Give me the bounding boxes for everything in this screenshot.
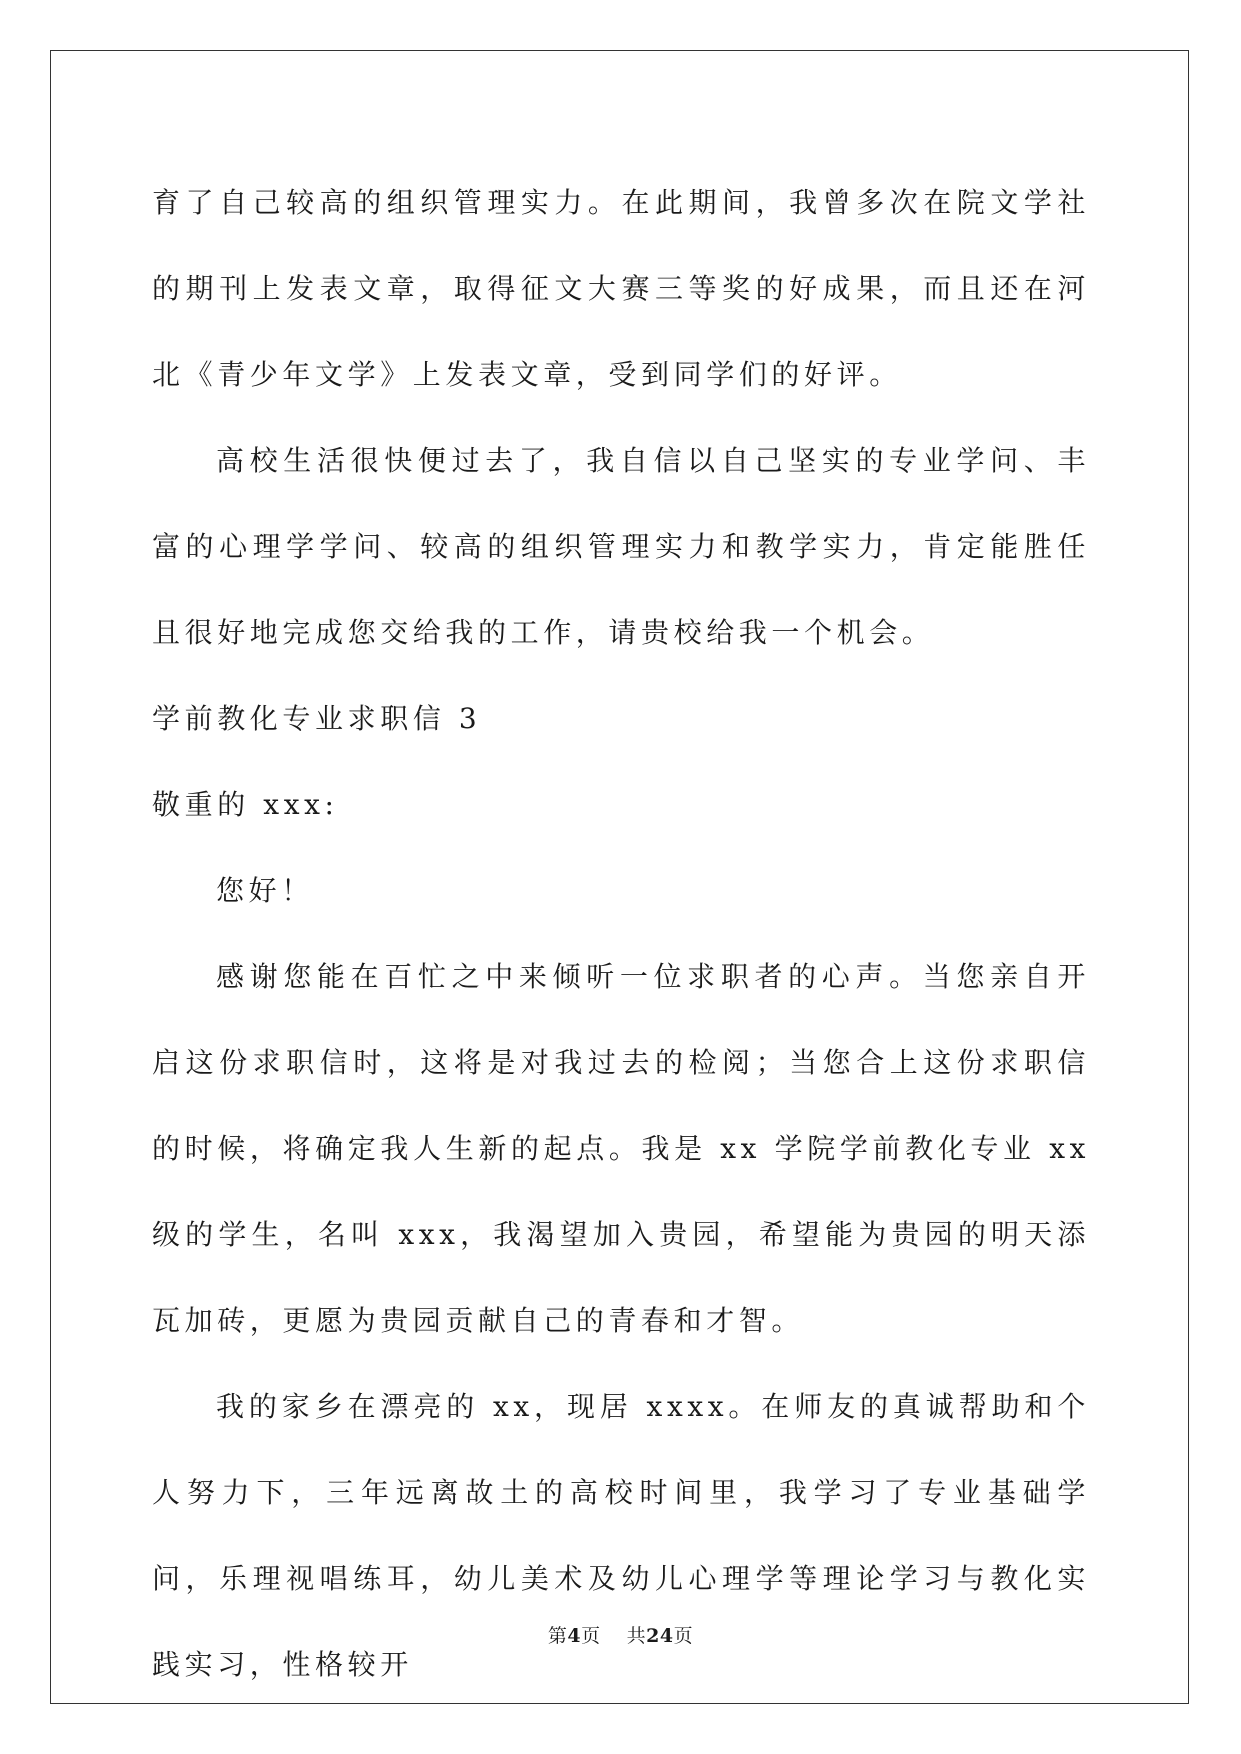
paragraph-hometown: 我的家乡在漂亮的 xx，现居 xxxx。在师友的真诚帮助和个人努力下，三年远离故土的高校时间里，我学习了专业基础学问，乐理视唱练耳，幼儿美术及幼儿心理学等理论学习与教化实践实习，性格较开 — [152, 1390, 1090, 1681]
current-page-number: 4 — [567, 1625, 582, 1647]
footer-total-unit: 页 — [673, 1625, 694, 1647]
greeting: 您好！ — [216, 874, 314, 907]
page-footer — [0, 1624, 1241, 1648]
footer-prefix: 第 — [547, 1625, 568, 1647]
total-page-count: 24 — [646, 1625, 674, 1647]
paragraph-continuation: 育了自己较高的组织管理实力。在此期间，我曾多次在院文学社的期刊上发表文章，取得征文大赛三等奖的好成果，而且还在河北《青少年文学》上发表文章，受到同学们的好评。 — [152, 186, 1090, 391]
footer-page-unit: 页 — [581, 1625, 601, 1647]
document-body — [152, 160, 1090, 1708]
salutation: 敬重的 xxx: — [152, 788, 339, 821]
paragraph-university-life: 高校生活很快便过去了，我自信以自己坚实的专业学问、丰富的心理学学问、较高的组织管理实力和教学实力，肯定能胜任且很好地完成您交给我的工作，请贵校给我一个机会。 — [152, 444, 1090, 649]
paragraph-thanks: 感谢您能在百忙之中来倾听一位求职者的心声。当您亲自开启这份求职信时，这将是对我过去的检阅；当您合上这份求职信的时候，将确定我人生新的起点。我是 xx 学院学前教化专业 xx 级的学生，名叫 xxx，我渴望加入贵园，希望能为贵园的明天添瓦加砖，更愿为贵园贡献自己的青春和才智。 — [152, 960, 1090, 1337]
footer-total-prefix: 共 — [626, 1625, 647, 1647]
letter-title: 学前教化专业求职信 3 — [152, 702, 482, 735]
